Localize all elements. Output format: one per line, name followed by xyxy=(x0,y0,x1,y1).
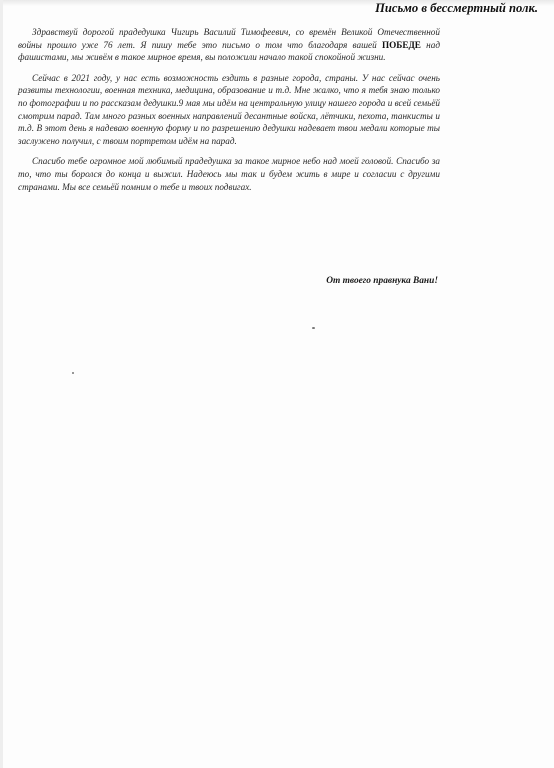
letter-title: Письмо в бессмертный полк. xyxy=(375,1,538,15)
paragraph-greeting-after: над фашистами, мы живём в такое мирное время, вы положили начало такой спокойной жизни. xyxy=(18,39,440,63)
scan-speck xyxy=(312,327,315,329)
letter-body xyxy=(18,26,440,201)
paragraph-today: Сейчас в 2021 году, у нас есть возможность ездить в разные города, страны. У нас сейчас очень развиты технологии, военная техника, медицина, образование и т.д. Мне жалко, что я тебя знаю только по фотографии и по рассказам дедушки.9 мая мы идём на центральную улицу нашего города и всей семьёй смотрим парад. Там много разных военных направлений десантные войска, лётчики, пехота, танкисты и т.д. В этот день я надеваю военную форму и по разрешению дедушки надевает твои медали которые ты заслужено получил, с твоим портретом идём на парад. xyxy=(18,72,440,146)
paragraph-thanks: Спасибо тебе огромное мой любимый прадедушка за такое мирное небо над моей головой. Спасибо за то, что ты боролся до конца и выжил. Надеюсь мы так и будем жить в мире и согласии с другими странами. Мы все семьёй помним о тебе и твоих подвигах. xyxy=(18,156,440,192)
letter-signature: От твоего правнука Вани! xyxy=(326,276,438,286)
paragraph-greeting xyxy=(18,26,440,64)
paragraph-greeting-bold: ПОБЕДЕ xyxy=(381,39,421,50)
paragraph-greeting-before: Здравствуй дорогой прадедушка Чигирь Василий Тимофеевич, со времён Великой Отечественной войны прошло уже 76 лет. Я пишу тебе это письмо о том что благодаря вашей xyxy=(18,27,440,50)
scan-speck xyxy=(72,372,74,374)
scan-edge-left xyxy=(0,0,3,768)
